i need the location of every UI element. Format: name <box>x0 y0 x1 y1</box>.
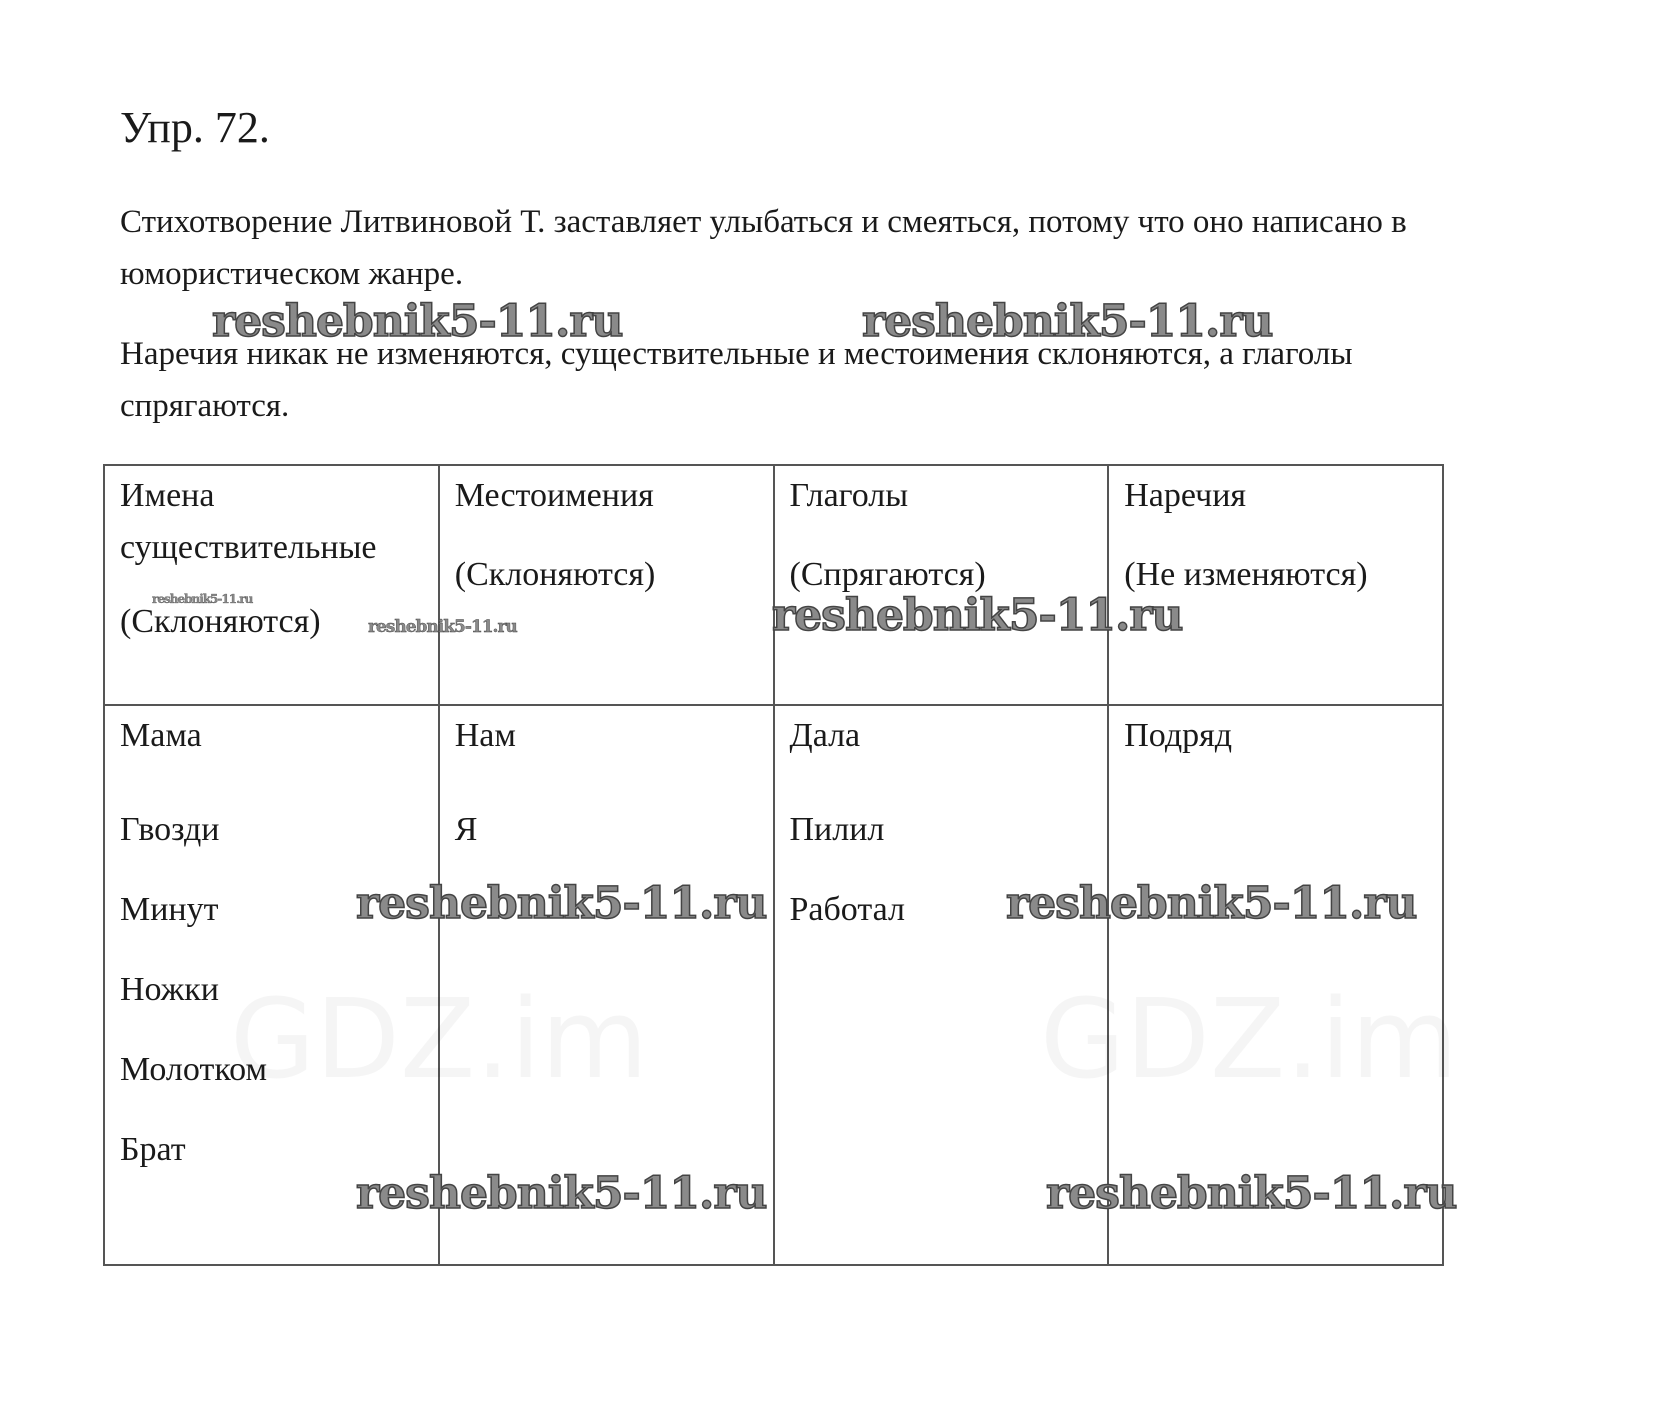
words-cell-adverbs <box>1108 705 1443 1265</box>
word-item: Я <box>454 811 478 848</box>
word-item: Нам <box>454 717 516 754</box>
header-note: (Не изменяются) <box>1124 556 1368 593</box>
word-item: Минут <box>120 891 219 928</box>
word-item: Работал <box>789 891 905 928</box>
header-note: (Спрягаются) <box>789 556 986 593</box>
header-name-line: Наречия <box>1124 477 1247 514</box>
header-note: (Склоняются) <box>454 556 656 593</box>
word-item: Пилил <box>789 811 885 848</box>
site-watermark: reshebnik5-11.ru <box>862 296 1273 347</box>
word-item: Молотком <box>120 1051 267 1088</box>
parts-of-speech-table <box>103 464 1444 1266</box>
site-watermark: reshebnik5-11.ru <box>772 590 1183 641</box>
header-name-line: существительные <box>120 529 377 566</box>
word-item: Дала <box>789 717 861 754</box>
paragraph-genre: Стихотворение Литвиновой Т. заставляет улыбаться и смеяться, потому что оно написано в юмористическом жанре. <box>120 204 1407 292</box>
site-watermark: reshebnik5-11.ru <box>368 617 517 637</box>
table-words-row <box>104 705 1443 1265</box>
header-cell-pronouns <box>439 465 774 705</box>
paragraph-changes: Наречия никак не изменяются, существительные и местоимения склоняются, а глаголы спрягаются. <box>120 336 1353 424</box>
header-name-line: Местоимения <box>454 477 654 514</box>
words-cell-pronouns <box>439 705 774 1265</box>
header-note: (Склоняются) <box>120 603 321 640</box>
words-cell-verbs <box>774 705 1109 1265</box>
word-item: Ножки <box>120 971 219 1008</box>
site-watermark: reshebnik5-11.ru <box>1046 1168 1457 1219</box>
word-item: Мама <box>120 717 202 754</box>
site-watermark: reshebnik5-11.ru <box>1006 878 1417 929</box>
exercise-title: Упр. 72. <box>120 103 270 152</box>
table-header-row <box>104 465 1443 705</box>
header-name-line: Имена <box>120 477 215 514</box>
header-cell-nouns <box>104 465 439 705</box>
site-watermark: reshebnik5-11.ru <box>356 1168 767 1219</box>
header-name-line: Глаголы <box>789 477 909 514</box>
site-watermark: reshebnik5-11.ru <box>152 592 253 606</box>
header-cell-verbs <box>774 465 1109 705</box>
site-watermark: reshebnik5-11.ru <box>356 878 767 929</box>
word-item: Гвозди <box>120 811 220 848</box>
word-item: Подряд <box>1124 717 1233 754</box>
words-cell-nouns <box>104 705 439 1265</box>
site-watermark: reshebnik5-11.ru <box>212 296 623 347</box>
word-item: Брат <box>120 1131 186 1168</box>
header-cell-adverbs <box>1108 465 1443 705</box>
